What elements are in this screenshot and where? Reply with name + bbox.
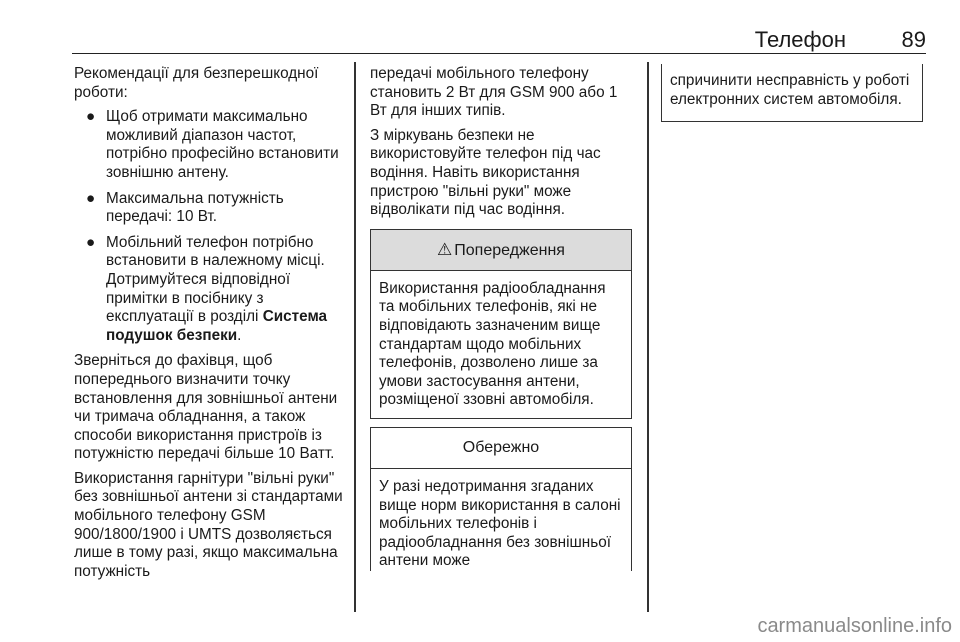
warning-title: Попередження	[454, 241, 565, 259]
bullet-icon: ●	[86, 189, 96, 207]
recommendations-list	[74, 108, 346, 345]
page-number: 89	[901, 27, 926, 52]
warning-triangle-icon: ⚠	[437, 239, 453, 259]
column-2	[370, 65, 632, 571]
bullet-icon: ●	[86, 108, 96, 126]
page-title: Телефон	[754, 27, 846, 52]
page-header	[72, 28, 926, 54]
column-divider-1	[354, 62, 356, 612]
intro-paragraph: Рекомендації для безперешкодної роботи:	[74, 65, 319, 101]
handsfree-paragraph: Використання гарнітури "вільні руки" без зовнішньої антени зі стандартами мобільного телефону GSM 900/1800/1900 і UMTS дозволяється лише в тому разі, якщо максимальна потужність	[74, 469, 343, 580]
caution-box	[370, 427, 632, 571]
airbag-section-reference: Система подушок безпеки	[106, 308, 328, 344]
column-divider-2	[647, 62, 649, 612]
watermark: carmanualsonline.info	[757, 615, 952, 637]
safety-paragraph: З міркувань безпеки не використовуйте телефон під час водіння. Навіть використання пристрою "вільні руки" може відволікати під час водіння.	[370, 126, 601, 219]
list-item: ● Щоб отримати максимально можливий діапазон частот, потрібно професійно встановити зовнішню антену.	[86, 108, 339, 181]
caution-text-continued: спричинити несправність у роботі електронних систем автомобіля.	[670, 72, 910, 108]
caution-box-continued	[661, 64, 923, 122]
power-paragraph: передачі мобільного телефону становить 2 Вт для GSM 900 або 1 Вт для інших типів.	[370, 65, 618, 120]
antenna-paragraph: Зверніться до фахівця, щоб попереднього визначити точку встановлення для зовнішньої антени чи тримача обладнання, а також способи використання пристроїв із потужністю передачі більше 10 Ватт.	[74, 352, 338, 463]
warning-header	[371, 230, 631, 271]
warning-box	[370, 229, 632, 419]
list-item: ● Максимальна потужність передачі: 10 Вт.	[86, 189, 284, 226]
bullet-icon: ●	[86, 233, 96, 251]
column-1	[74, 65, 346, 587]
list-item: ● Мобільний телефон потрібно встановити в належному місці. Дотримуйтеся відповідної примітки в посібнику з експлуатації в розділі Система подушок безпеки.	[86, 233, 328, 344]
caution-text: У разі недотримання згаданих вище норм використання в салоні мобільних телефонів і радіообладнання без зовнішньої антени може	[379, 477, 621, 570]
caution-title: Обережно	[371, 428, 631, 469]
column-3	[661, 64, 923, 122]
warning-text: Використання радіообладнання та мобільних телефонів, які не відповідають зазначеним вище стандартам щодо мобільних телефонів, дозволено лише за умови застосування антени, розміщеної ззовні автомобіля.	[379, 279, 606, 409]
